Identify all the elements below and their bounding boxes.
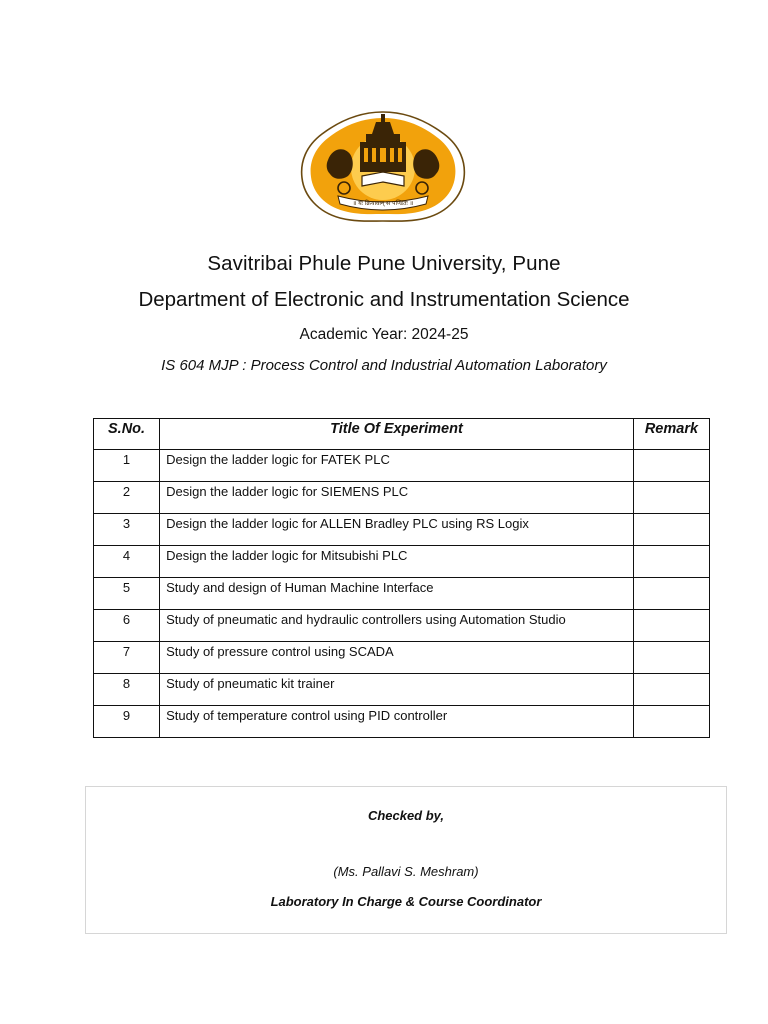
row-title: Design the ladder logic for SIEMENS PLC [160, 482, 634, 514]
row-sno: 7 [94, 642, 160, 674]
table-row [94, 642, 710, 674]
checker-role: Laboratory In Charge & Course Coordinator [270, 894, 542, 909]
row-remark [633, 610, 709, 642]
row-remark [633, 642, 709, 674]
row-remark [633, 546, 709, 578]
row-remark [633, 482, 709, 514]
logo-motto: ॥ यः क्रियावान् स पण्डितः ॥ [352, 200, 414, 207]
row-title: Study of pneumatic and hydraulic controllers using Automation Studio [160, 610, 634, 642]
row-sno: 8 [94, 674, 160, 706]
column-header-sno: S.No. [94, 419, 160, 450]
signature-block [85, 786, 727, 934]
table-row [94, 546, 710, 578]
row-sno: 2 [94, 482, 160, 514]
column-header-remark: Remark [633, 419, 709, 450]
row-title: Design the ladder logic for FATEK PLC [160, 450, 634, 482]
row-title: Study of pneumatic kit trainer [160, 674, 634, 706]
row-title: Study of pressure control using SCADA [160, 642, 634, 674]
checked-by-label: Checked by, [367, 808, 445, 823]
table-row [94, 482, 710, 514]
table-header-row [94, 419, 710, 450]
row-title: Design the ladder logic for ALLEN Bradley PLC using RS Logix [160, 514, 634, 546]
row-title: Study of temperature control using PID controller [160, 706, 634, 738]
row-sno: 6 [94, 610, 160, 642]
row-remark [633, 706, 709, 738]
table-row [94, 706, 710, 738]
checker-name: (Ms. Pallavi S. Meshram) [333, 864, 479, 879]
table-row [94, 674, 710, 706]
table-row [94, 450, 710, 482]
row-remark [633, 450, 709, 482]
row-remark [633, 674, 709, 706]
row-sno: 5 [94, 578, 160, 610]
row-remark [633, 514, 709, 546]
row-remark [633, 578, 709, 610]
row-title: Design the ladder logic for Mitsubishi PLC [160, 546, 634, 578]
row-title: Study and design of Human Machine Interface [160, 578, 634, 610]
column-header-title: Title Of Experiment [160, 419, 634, 450]
table-row [94, 514, 710, 546]
row-sno: 3 [94, 514, 160, 546]
table-row [94, 610, 710, 642]
university-name: Savitribai Phule Pune University, Pune [207, 252, 561, 275]
row-sno: 4 [94, 546, 160, 578]
academic-year: Academic Year: 2024-25 [299, 326, 469, 343]
course-title: IS 604 MJP : Process Control and Industrial Automation Laboratory [161, 357, 607, 374]
department-name: Department of Electronic and Instrumentation Science [138, 288, 630, 311]
table-row [94, 578, 710, 610]
row-sno: 9 [94, 706, 160, 738]
university-seal-icon [298, 108, 468, 224]
university-logo [298, 108, 468, 224]
experiments-table [93, 418, 710, 738]
row-sno: 1 [94, 450, 160, 482]
